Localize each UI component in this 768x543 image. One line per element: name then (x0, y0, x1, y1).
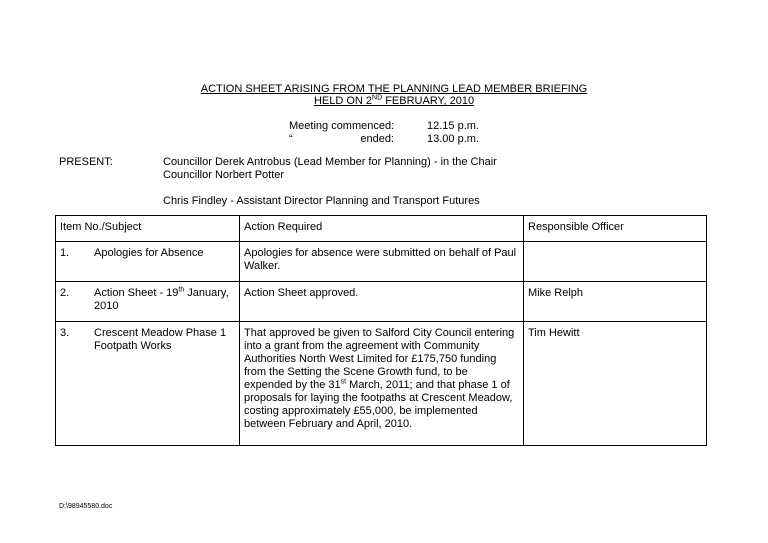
header-action-required: Action Required (240, 216, 524, 242)
title-date-prefix: HELD ON 2 (313, 95, 373, 107)
header-responsible-officer: Responsible Officer (524, 216, 707, 242)
action-cell: Action Sheet approved. (240, 282, 524, 322)
item-number: 3. (60, 327, 70, 339)
title-date-suffix-sup: ND (372, 94, 383, 102)
action-cell: Apologies for absence were submitted on behalf of Paul Walker. (240, 242, 524, 282)
item-subject: Apologies for Absence (94, 247, 204, 259)
subject-ordinal-sup: th (178, 286, 185, 294)
meeting-times (289, 120, 479, 146)
footer-filename: D:\98945580.doc (59, 503, 113, 510)
meeting-ended-label: ended: (360, 133, 394, 145)
table-row (56, 242, 707, 282)
meeting-commenced-label: Meeting commenced: (289, 120, 395, 132)
present-members (163, 156, 497, 182)
table-row (56, 282, 707, 322)
meeting-commenced-value: 12.15 p.m. (427, 120, 479, 132)
action-cell (240, 322, 524, 446)
table-row (56, 322, 707, 446)
action-text-suffix: March, 2011; and that phase 1 of proposals for laying the footpaths at Crescent Meadow, costing approximately £55,000, be implemented between February and April, 2010. (244, 379, 513, 430)
subject-suffix: January, 2010 (94, 287, 229, 312)
present-member: Councillor Derek Antrobus (Lead Member for Planning) - in the Chair (163, 156, 497, 168)
document-title-line-1: ACTION SHEET ARISING FROM THE PLANNING LEAD MEMBER BRIEFING (200, 83, 588, 95)
item-subject: Crescent Meadow Phase 1 Footpath Works (94, 327, 227, 352)
action-text-prefix: That approved be given to Salford City Council entering into a grant from the agreement with Community Authorities North West Limited for £175,750 funding from the Setting the Scene Growth fund, to be expended by the 31 (244, 327, 515, 391)
action-table (55, 215, 707, 446)
table-header-row (56, 216, 707, 242)
item-subject (94, 287, 234, 313)
present-member: Councillor Norbert Potter (163, 169, 285, 181)
item-cell (56, 322, 240, 446)
item-cell (56, 282, 240, 322)
action-ordinal-sup: st (340, 378, 347, 386)
item-cell (56, 242, 240, 282)
subject-prefix: Action Sheet - 19 (94, 287, 179, 299)
officer-cell (524, 242, 707, 282)
header-item-subject: Item No./Subject (56, 216, 240, 242)
meeting-ended-value: 13.00 p.m. (427, 133, 479, 145)
ditto-mark: “ (289, 133, 293, 145)
item-number: 2. (60, 287, 70, 299)
officer-cell: Tim Hewitt (524, 322, 707, 446)
present-officer: Chris Findley - Assistant Director Planning and Transport Futures (163, 195, 480, 207)
title-date-rest: FEBRUARY, 2010 (382, 95, 475, 107)
officer-cell: Mike Relph (524, 282, 707, 322)
document-title-line-2 (10, 95, 768, 108)
item-number: 1. (60, 247, 70, 259)
present-label: PRESENT: (59, 156, 113, 168)
